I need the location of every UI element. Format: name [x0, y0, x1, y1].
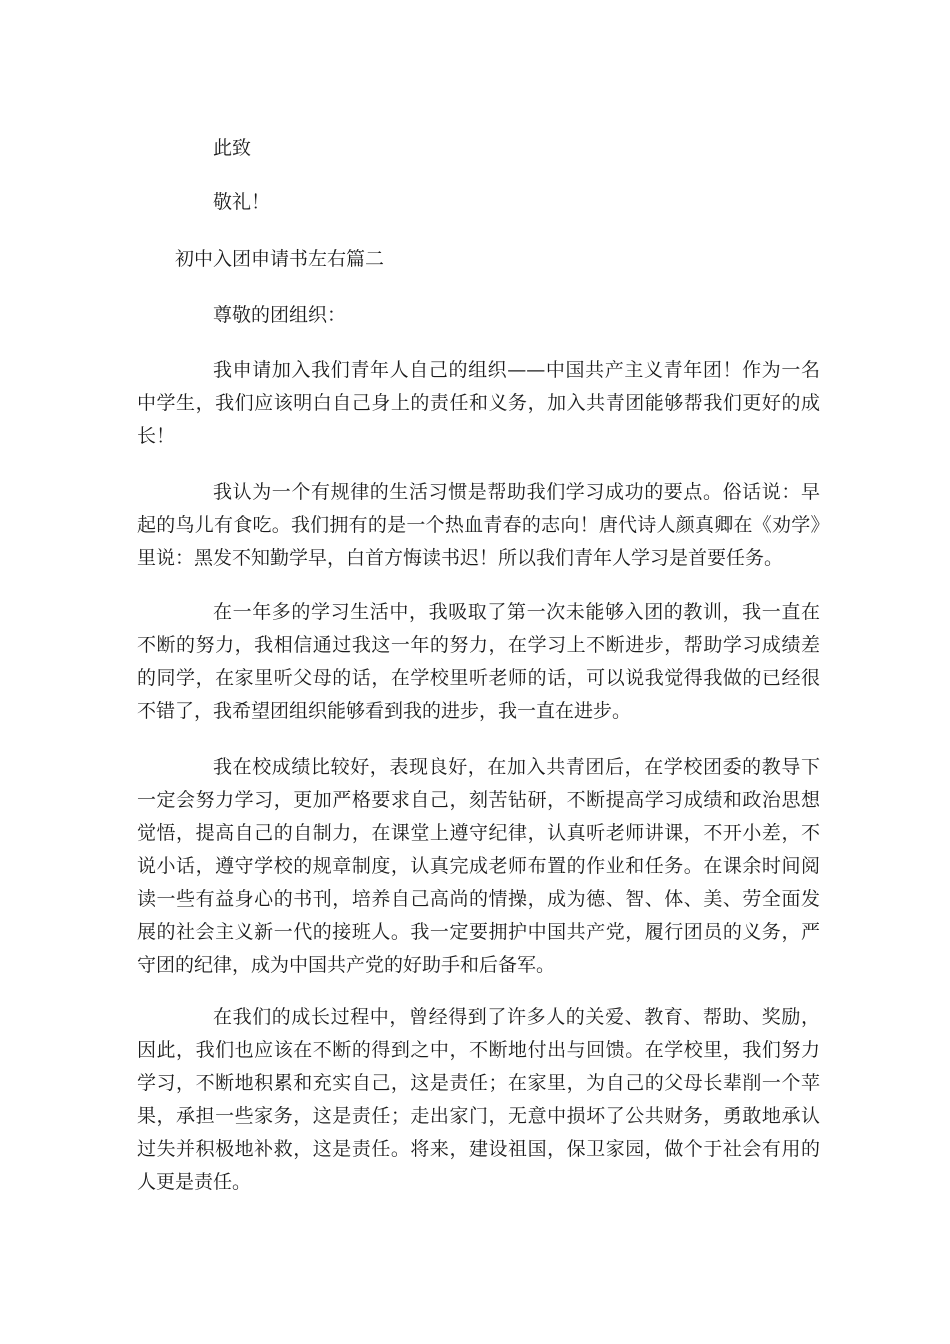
salutation: 尊敬的团组织： [213, 304, 347, 326]
paragraph-4: 我在校成绩比较好，表现良好，在加入共青团后，在学校团委的教导下一定会努力学习，更加严格要求自己，刻苦钻研，不断提高学习成绩和政治思想觉悟，提高自己的自制力，在课堂上遵守纪律，认真听老师讲课，不开小差，不说小话，遵守学校的规章制度，认真完成老师布置的作业和任务。在课余时间阅读一些有益身心的书刊，培养自己高尚的情操，成为德、智、体、美、劳全面发展的社会主义新一代的接班人。我一定要拥护中国共产党，履行团员的义务，严守团的纪律，成为中国共产党的好助手和后备军。 [137, 756, 820, 976]
closing-line-2: 敬礼！ [213, 191, 271, 213]
paragraph-1: 我申请加入我们青年人自己的组织——中国共产主义青年团！作为一名中学生，我们应该明白自己身上的责任和义务，加入共青团能够帮我们更好的成长！ [137, 359, 820, 447]
paragraph-3: 在一年多的学习生活中，我吸取了第一次未能够入团的教训，我一直在不断的努力，我相信通过我这一年的努力，在学习上不断进步，帮助学习成绩差的同学，在家里听父母的话，在学校里听老师的话，可以说我觉得我做的已经很不错了，我希望团组织能够看到我的进步，我一直在进步。 [137, 601, 820, 722]
closing-line-1: 此致 [213, 137, 252, 159]
section-heading: 初中入团申请书左右篇二 [175, 248, 385, 270]
paragraph-2: 我认为一个有规律的生活习惯是帮助我们学习成功的要点。俗话说：早起的鸟儿有食吃。我们拥有的是一个热血青春的志向！唐代诗人颜真卿在《劝学》里说：黑发不知勤学早，白首方悔读书迟！所以我们青年人学习是首要任务。 [137, 481, 820, 569]
paragraph-5: 在我们的成长过程中，曾经得到了许多人的关爱、教育、帮助、奖励，因此，我们也应该在不断的得到之中，不断地付出与回馈。在学校里，我们努力学习，不断地积累和充实自己，这是责任；在家里，为自己的父母长辈削一个苹果，承担一些家务，这是责任；走出家门，无意中损坏了公共财务，勇敢地承认过失并积极地补救，这是责任。将来，建设祖国，保卫家园，做个于社会有用的人更是责任。 [137, 1006, 820, 1193]
